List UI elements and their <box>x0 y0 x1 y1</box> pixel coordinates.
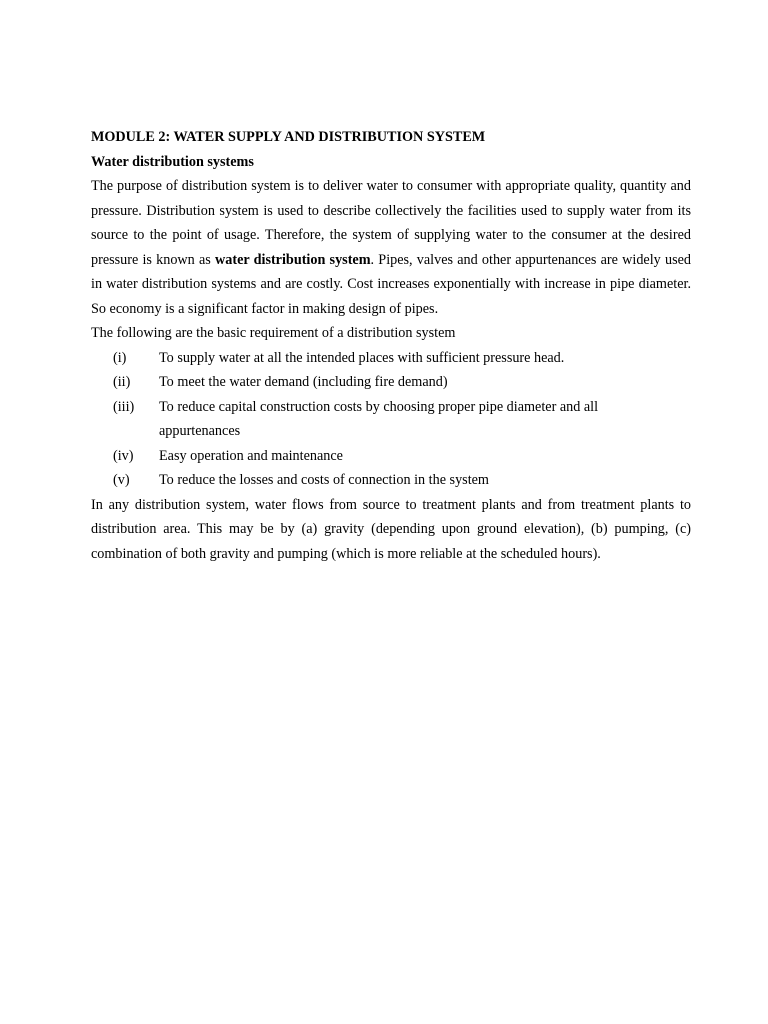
list-item <box>91 444 691 469</box>
list-item <box>91 395 691 444</box>
list-item-text: To meet the water demand (including fire demand) <box>159 374 448 390</box>
requirements-lead: The following are the basic requirement of a distribution system <box>91 325 456 341</box>
list-item <box>91 370 691 395</box>
list-item <box>91 468 691 493</box>
list-item-text: To reduce capital construction costs by choosing proper pipe diameter and all appurtenances <box>159 398 599 439</box>
requirements-list <box>91 346 691 493</box>
list-item-number: (v) <box>113 472 130 488</box>
closing-paragraph: In any distribution system, water flows from source to treatment plants and from treatment plants to distribution area. This may be by (a) gravity (depending upon ground elevation), (b) pumping, (c) combination of both gravity and pumping (which is more reliable at the scheduled hours). <box>91 496 691 562</box>
list-item-text: Easy operation and maintenance <box>159 447 343 464</box>
document-body <box>91 125 691 566</box>
intro-text-end: . Pipes, valves and other appurtenances are widely used in water distribution systems and are costly. Cost increases exponentially with increase in pipe diameter. So economy is a significant factor in making design of pipes. <box>91 251 691 317</box>
intro-text-start: The purpose of distribution system is to deliver water to consumer with appropriate quality, quantity and pressure. Distribution system is used to describe collectively the facilities used to supply water from its source to the point of usage. Therefore, the system of supplying water to the consumer at the desired pressure is known as <box>91 178 691 268</box>
list-item-number: (iii) <box>113 398 135 415</box>
list-item <box>91 346 691 371</box>
section-heading: Water distribution systems <box>91 153 254 170</box>
list-item-number: (iv) <box>113 447 134 464</box>
list-item-text: To supply water at all the intended places with sufficient pressure head. <box>159 349 565 366</box>
intro-paragraph <box>91 174 691 321</box>
intro-bold-term: water distribution system <box>215 251 371 268</box>
list-item-number: (i) <box>113 349 127 366</box>
list-item-number: (ii) <box>113 374 131 390</box>
list-item-text: To reduce the losses and costs of connection in the system <box>159 472 489 488</box>
module-title: MODULE 2: WATER SUPPLY AND DISTRIBUTION SYSTEM <box>91 129 486 145</box>
